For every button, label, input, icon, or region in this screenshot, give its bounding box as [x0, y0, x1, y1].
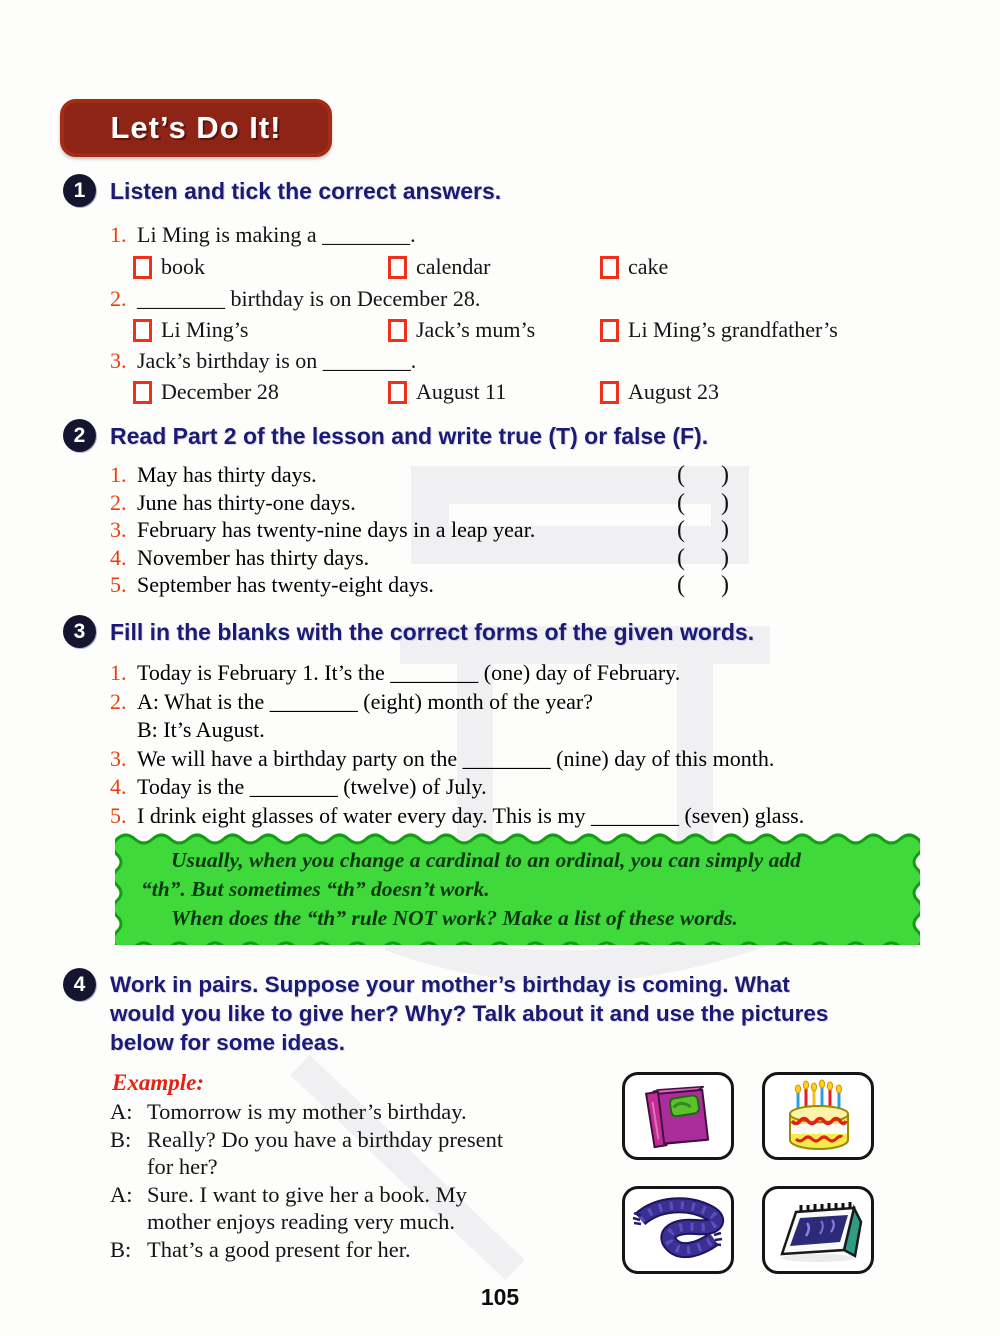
tf-item [110, 572, 955, 600]
question [110, 348, 416, 374]
tip-line: Usually, when you change a cardinal to an ordinal, you can simply add [171, 848, 801, 872]
example-dialog [110, 1098, 503, 1264]
exercise-3-title: Fill in the blanks with the correct forms of the given words. [110, 619, 755, 645]
dialog-line [110, 1153, 503, 1181]
dialog-text: for her? [147, 1154, 218, 1180]
option-label: December 28 [161, 379, 279, 404]
birthday-cake-icon [768, 1076, 868, 1156]
exercise-3-number-badge: 3 [63, 615, 96, 648]
fill-item [110, 746, 980, 775]
idea-pictures-grid [622, 1072, 874, 1274]
exercise-3-heading [73, 617, 980, 648]
fill-text: I drink eight glasses of water every day. This is my ________ (seven) glass. [137, 802, 805, 828]
option-label: Li Ming’s grandfather’s [628, 317, 838, 342]
exercise-4-title-line: below for some ideas. [110, 1030, 346, 1055]
tf-item [110, 517, 955, 545]
option [388, 317, 600, 343]
example-label: Example: [112, 1070, 204, 1095]
fill-list [110, 660, 980, 831]
option-label: cake [628, 254, 669, 279]
tf-number: 5. [110, 572, 127, 597]
fill-text: Today is the ________ (twelve) of July. [137, 774, 487, 799]
tf-text: June has thirty-one days. [137, 489, 356, 515]
question [110, 222, 416, 248]
tip-line: “th”. But sometimes “th” doesn’t work. [141, 877, 490, 901]
tf-number: 3. [110, 517, 127, 542]
cake-picture-card [762, 1072, 874, 1160]
desk-calendar-icon [768, 1190, 868, 1270]
fill-item [110, 660, 980, 689]
banner-label: Let’s Do It! [110, 110, 282, 145]
option-label: book [161, 254, 205, 279]
exercise-3 [73, 617, 980, 828]
exercise-4-number-badge: 4 [63, 968, 96, 1001]
option-label: Li Ming’s [161, 317, 249, 342]
answer-brackets[interactable]: ( ) [677, 544, 729, 571]
dialog-line [110, 1236, 503, 1264]
speaker-label: B: [110, 1126, 132, 1152]
checkbox-icon[interactable] [133, 381, 152, 404]
tf-list [110, 462, 955, 600]
exercise-4-heading [73, 970, 990, 1057]
exercise-2-heading [73, 421, 955, 452]
speaker-label: B: [110, 1236, 132, 1262]
option [133, 379, 388, 405]
fill-item [110, 717, 980, 746]
question-number: 3. [110, 348, 127, 373]
option [600, 254, 668, 280]
option [133, 254, 388, 280]
scarf-icon [628, 1191, 728, 1269]
question-text: Jack’s birthday is on ________. [137, 348, 417, 373]
option-label: August 23 [628, 379, 720, 404]
exercise-1-title: Listen and tick the correct answers. [110, 178, 502, 204]
tf-item [110, 462, 955, 490]
fill-text: Today is February 1. It’s the ________ (one) day of February. [137, 660, 681, 685]
question-number: 2. [110, 286, 127, 311]
checkbox-icon[interactable] [388, 256, 407, 279]
fill-item [110, 689, 980, 718]
fill-item [110, 774, 980, 803]
tf-text: February has twenty-nine days in a leap year. [137, 517, 536, 542]
page-number: 105 [480, 1284, 520, 1310]
option-label: calendar [416, 254, 491, 279]
fill-number: 2. [110, 688, 127, 714]
dialog-line [110, 1098, 503, 1126]
exercise-2 [73, 421, 955, 611]
speaker-label: A: [110, 1099, 133, 1124]
question [110, 286, 480, 312]
answer-brackets[interactable]: ( ) [677, 572, 729, 598]
dialog-line [110, 1181, 503, 1209]
fill-text: A: What is the ________ (eight) month of the year? [137, 688, 593, 714]
answer-brackets[interactable]: ( ) [677, 517, 729, 543]
option-label: August 11 [416, 379, 507, 404]
tip-line: When does the “th” rule NOT work? Make a list of these words. [171, 906, 738, 930]
tf-text: May has thirty days. [137, 462, 317, 487]
tf-text: November has thirty days. [137, 544, 370, 570]
exercise-1 [73, 176, 955, 416]
tf-item [110, 490, 955, 518]
option-row [133, 379, 719, 405]
question-text: ________ birthday is on December 28. [137, 286, 481, 311]
exercise-4-title-line: would you like to give her? Why? Talk about it and use the pictures [110, 1001, 829, 1026]
answer-brackets[interactable]: ( ) [677, 489, 729, 516]
scarf-picture-card [622, 1186, 734, 1274]
fill-text: B: It’s August. [137, 717, 265, 742]
checkbox-icon[interactable] [600, 319, 619, 342]
option [388, 379, 600, 405]
option-row [133, 254, 668, 280]
question-number: 1. [110, 222, 127, 247]
fill-text: We will have a birthday party on the ________ (nine) day of this month. [137, 745, 775, 771]
exercise-1-number-badge: 1 [63, 174, 96, 207]
option [600, 379, 719, 405]
fill-number: 1. [110, 660, 127, 685]
book-picture-card [622, 1072, 734, 1160]
dialog-text: Tomorrow is my mother’s birthday. [147, 1099, 467, 1124]
exercise-2-title: Read Part 2 of the lesson and write true (T) or false (F). [110, 423, 709, 449]
fill-number: 4. [110, 774, 127, 799]
checkbox-icon[interactable] [388, 319, 407, 342]
option [600, 317, 838, 343]
checkbox-icon[interactable] [133, 256, 152, 279]
book-icon [628, 1076, 728, 1156]
option-label: Jack’s mum’s [416, 317, 536, 342]
exercise-1-heading [73, 176, 955, 207]
exercise-2-number-badge: 2 [63, 419, 96, 452]
fill-number: 5. [110, 802, 127, 828]
checkbox-icon[interactable] [600, 256, 619, 279]
checkbox-icon[interactable] [133, 319, 152, 342]
calendar-picture-card [762, 1186, 874, 1274]
tf-number: 4. [110, 544, 127, 570]
speaker-label: A: [110, 1181, 133, 1207]
option [388, 254, 600, 280]
question-text: Li Ming is making a ________. [137, 222, 416, 247]
grammar-tip-box [115, 833, 920, 945]
dialog-line [110, 1208, 503, 1236]
answer-brackets[interactable]: ( ) [677, 462, 729, 488]
option-row [133, 317, 838, 343]
fill-number: 3. [110, 745, 127, 771]
lets-do-it-banner [60, 99, 332, 157]
tf-text: September has twenty-eight days. [137, 572, 434, 597]
dialog-text: Really? Do you have a birthday present [147, 1126, 504, 1152]
tf-number: 1. [110, 462, 127, 487]
dialog-text: That’s a good present for her. [147, 1236, 411, 1262]
dialog-text: mother enjoys reading very much. [147, 1209, 456, 1235]
dialog-text: Sure. I want to give her a book. My [147, 1181, 467, 1207]
checkbox-icon[interactable] [600, 381, 619, 404]
dialog-line [110, 1126, 503, 1154]
tf-number: 2. [110, 489, 127, 515]
checkbox-icon[interactable] [388, 381, 407, 404]
fill-item [110, 803, 980, 832]
tf-item [110, 545, 955, 573]
option [133, 317, 388, 343]
exercise-4-title-line: Work in pairs. Suppose your mother’s birthday is coming. What [110, 972, 790, 997]
